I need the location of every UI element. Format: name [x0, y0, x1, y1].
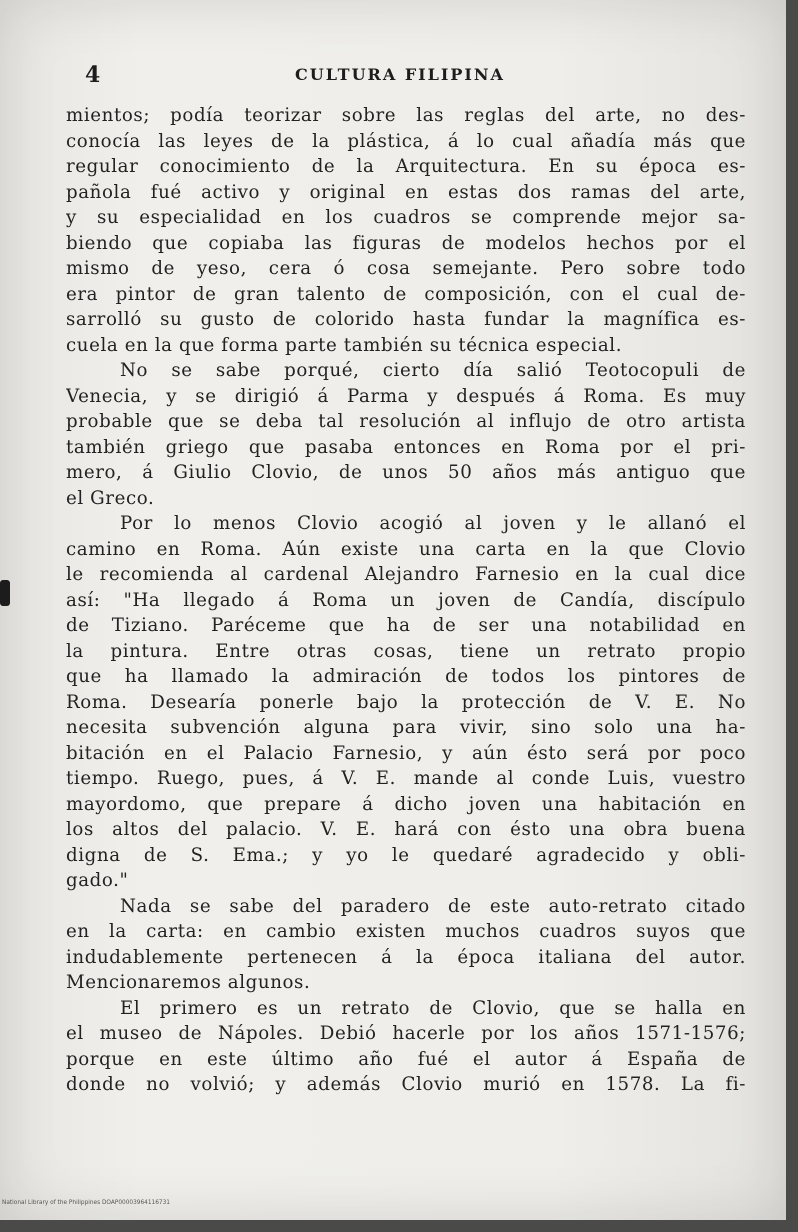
- page-number: 4: [85, 62, 102, 88]
- text-line: mientos; podía teorizar sobre las reglas del arte, no des-: [66, 105, 746, 126]
- text-line: le recomienda al cardenal Alejandro Farnesio en la cual dice: [66, 564, 746, 585]
- text-line: digna de S. Ema.; y yo le quedaré agradecido y obli-: [66, 844, 746, 866]
- text-line: Venecia, y se dirigió á Parma y después á Roma. Es muy: [66, 385, 746, 407]
- text-line: Roma. Desearía ponerle bajo la protección de V. E. No: [66, 691, 746, 713]
- running-title: CULTURA FILIPINA: [295, 65, 505, 84]
- paragraph-start: No se sabe porqué, cierto día salió Teotocopuli de: [120, 360, 746, 381]
- text-line: que ha llamado la admiración de todos los pintores de: [66, 666, 746, 687]
- text-line: indudablemente pertenecen á la época italiana del autor.: [66, 946, 746, 968]
- text-line: y su especialidad en los cuadros se comprende mejor sa-: [66, 207, 746, 228]
- paragraph-start: El primero es un retrato de Clovio, que se halla en: [120, 997, 746, 1019]
- text-line: biendo que copiaba las figuras de modelos hechos por el: [66, 232, 746, 254]
- text-line: gado.": [66, 870, 129, 891]
- text-line: sarrolló su gusto de colorido hasta fundar la magnífica es-: [66, 309, 746, 330]
- text-line: la pintura. Entre otras cosas, tiene un retrato propio: [66, 640, 746, 662]
- text-line: porque en este último año fué el autor á España de: [66, 1048, 746, 1070]
- text-line: bitación en el Palacio Farnesio, y aún ésto será por poco: [66, 742, 746, 764]
- text-line: probable que se deba tal resolución al influjo de otro artista: [66, 411, 746, 432]
- text-line: mayordomo, que prepare á dicho joven una habitación en: [66, 793, 746, 815]
- text-line: pañola fué activo y original en estas dos ramas del arte,: [66, 181, 746, 203]
- text-line: también griego que pasaba entonces en Roma por el pri-: [66, 436, 746, 458]
- body-text: [66, 103, 746, 1098]
- scan-credit: National Library of the Philippines DOAP00003964116731: [2, 1200, 170, 1206]
- page-edge-mark: [0, 580, 10, 606]
- page-header: [60, 62, 740, 96]
- text-line: cuela en la que forma parte también su técnica especial.: [66, 334, 623, 356]
- text-line: mismo de yeso, cera ó cosa semejante. Pero sobre todo: [66, 258, 746, 279]
- text-line: Mencionaremos algunos.: [66, 972, 311, 993]
- text-line: necesita subvención alguna para vivir, sino solo una ha-: [66, 717, 746, 738]
- paragraph-start: Nada se sabe del paradero de este auto-retrato citado: [120, 895, 746, 917]
- text-line: el museo de Nápoles. Debió hacerle por los años 1571-1576;: [66, 1023, 746, 1044]
- text-line: tiempo. Ruego, pues, á V. E. mande al conde Luis, vuestro: [66, 768, 746, 789]
- text-line: en la carta: en cambio existen muchos cuadros suyos que: [66, 921, 746, 942]
- text-line: el Greco.: [66, 487, 155, 509]
- text-line: así: "Ha llegado á Roma un joven de Candía, discípulo: [66, 589, 746, 611]
- text-line: mero, á Giulio Clovio, de unos 50 años más antiguo que: [66, 462, 746, 483]
- paragraph-start: Por lo menos Clovio acogió al joven y le allanó el: [120, 513, 746, 534]
- text-line: regular conocimiento de la Arquitectura. En su época es-: [66, 156, 746, 177]
- text-line: camino en Roma. Aún existe una carta en la que Clovio: [66, 538, 746, 560]
- text-line: donde no volvió; y además Clovio murió en 1578. La fi-: [66, 1074, 746, 1095]
- text-line: conocía las leyes de la plástica, á lo cual añadía más que: [66, 130, 746, 152]
- text-line: de Tiziano. Paréceme que ha de ser una notabilidad en: [66, 615, 746, 636]
- text-line: era pintor de gran talento de composición, con el cual de-: [66, 283, 746, 305]
- text-line: los altos del palacio. V. E. hará con ésto una obra buena: [66, 819, 746, 840]
